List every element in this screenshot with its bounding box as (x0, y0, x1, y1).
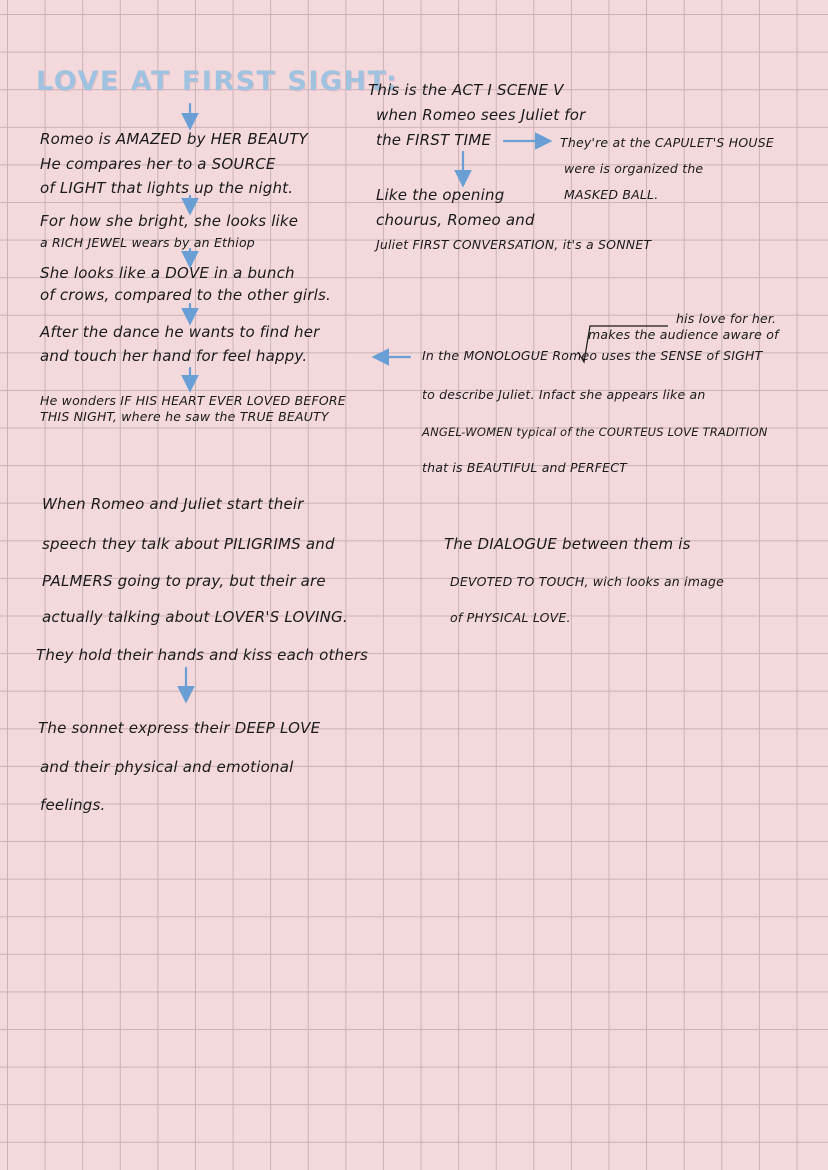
speech-line: They hold their hands and kiss each others (36, 646, 369, 664)
note-line: of LIGHT that lights up the night. (40, 179, 294, 197)
scene-line: the FIRST TIME (376, 131, 492, 149)
speech-line: When Romeo and Juliet start their (42, 495, 304, 513)
conclusion-line: feelings. (40, 796, 106, 814)
conclusion-line: and their physical and emotional (40, 758, 294, 776)
monologue-line: that is BEAUTIFUL and PERFECT (422, 460, 627, 475)
speech-line: PALMERS going to pray, but their are (42, 572, 326, 590)
note-line: After the dance he wants to find her (40, 323, 320, 341)
note-line: Romeo is AMAZED by HER BEAUTY (40, 130, 308, 148)
note-line: and touch her hand for feel happy. (40, 347, 308, 365)
monologue-line: makes the audience aware of (588, 327, 779, 342)
note-line: For how she bright, she looks like (40, 212, 299, 230)
monologue-insert: his love for her. (676, 311, 777, 326)
speech-line: actually talking about LOVER'S LOVING. (42, 608, 348, 626)
note-line: of crows, compared to the other girls. (40, 286, 332, 304)
note-line: a RICH JEWEL wears by an Ethiop (40, 235, 255, 250)
sonnet-line: Like the opening (376, 186, 505, 204)
speech-line: speech they talk about PILIGRIMS and (42, 535, 335, 553)
monologue-line: In the MONOLOGUE Romeo uses the SENSE of SIGHT (422, 348, 763, 363)
note-line: She looks like a DOVE in a bunch (40, 264, 295, 282)
note-line: He compares her to a SOURCE (40, 155, 276, 173)
note-line: He wonders IF HIS HEART EVER LOVED BEFORE (40, 393, 346, 408)
scene-line: This is the ACT I SCENE V (368, 81, 564, 99)
location-line: were is organized the (564, 161, 704, 176)
dialogue-line: The DIALOGUE between them is (444, 535, 691, 553)
sonnet-line: chourus, Romeo and (376, 211, 535, 229)
monologue-line: ANGEL-WOMEN typical of the COURTEUS LOVE TRADITION (422, 425, 768, 439)
conclusion-line: The sonnet express their DEEP LOVE (38, 719, 321, 737)
scene-line: when Romeo sees Juliet for (376, 106, 586, 124)
location-line: They're at the CAPULET'S HOUSE (560, 135, 774, 150)
note-line: THIS NIGHT, where he saw the TRUE BEAUTY (40, 409, 329, 424)
dialogue-line: of PHYSICAL LOVE. (450, 610, 571, 625)
location-line: MASKED BALL. (564, 187, 659, 202)
page-title: LOVE AT FIRST SIGHT: (36, 66, 399, 97)
monologue-line: to describe Juliet. Infact she appears like an (422, 387, 706, 402)
sonnet-line: Juliet FIRST CONVERSATION, it's a SONNET (376, 237, 652, 252)
dialogue-line: DEVOTED TO TOUCH, wich looks an image (450, 574, 725, 589)
